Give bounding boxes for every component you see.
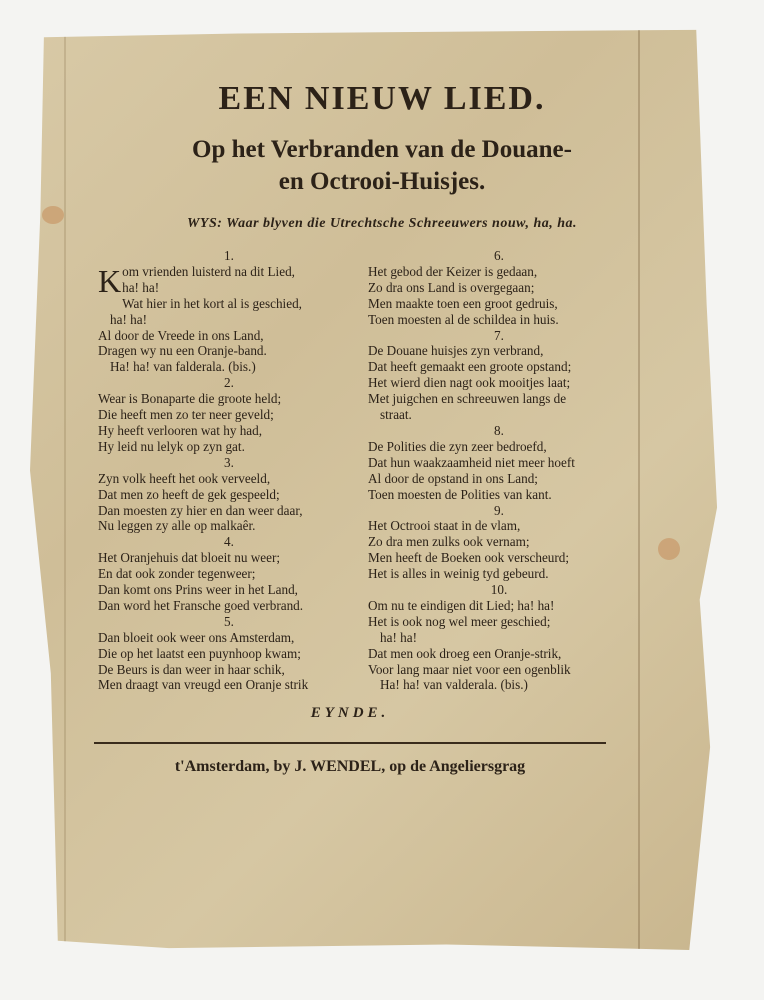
- verse-line: [98, 518, 360, 534]
- verse-line: [98, 487, 360, 503]
- verse-line: [368, 264, 630, 280]
- verse-line: [98, 646, 360, 662]
- verse-line-text: Die heeft men zo ter neer geveld;: [98, 407, 274, 423]
- verse-number: 4.: [224, 534, 234, 550]
- verse-line-text: Men draagt van vreugd een Oranje strik: [98, 677, 309, 693]
- einde-text: EYNDE.: [310, 705, 390, 721]
- verse-line: [368, 280, 630, 296]
- divider-rule: [94, 742, 606, 744]
- tune-line: WYS: Waar blyven die Utrechtsche Schreeuwers nouw, ha, ha.: [186, 216, 578, 231]
- verse-number: 6.: [494, 248, 504, 263]
- verse-line-text: Dragen wy nu een Oranje-band.: [98, 343, 267, 359]
- verse-line-text: Dat heeft gemaakt een groote opstand;: [368, 359, 572, 375]
- verse-line-text: ha! ha!: [122, 279, 160, 295]
- verse-line: [98, 582, 360, 598]
- verse-number: 10.: [490, 582, 508, 598]
- verse-line: [368, 550, 630, 566]
- verse-line-text: Zyn volk heeft het ook verveeld,: [98, 470, 271, 486]
- verse-number: 5.: [224, 613, 234, 629]
- verse-line-text: Men maakte toen een groot gedruis,: [368, 295, 558, 311]
- verse-line: [368, 534, 630, 550]
- verse-number: 8.: [494, 422, 504, 438]
- verse-line-text: om vrienden luisterd na dit Lied,: [122, 263, 295, 279]
- fold-line: [638, 28, 640, 950]
- verse-line: [98, 550, 360, 566]
- verse-line: [98, 407, 360, 423]
- verse-line: [368, 359, 630, 375]
- subtitle-line-2: en Octrooi-Huisjes.: [278, 168, 486, 195]
- verse-line-text: straat.: [380, 407, 412, 423]
- verse-line-text: ha! ha!: [380, 629, 417, 645]
- verse-line: [98, 343, 360, 359]
- verse-line-text: Ha! ha! van valderala. (bis.): [380, 677, 528, 693]
- verse-line-text: Dat men ook droeg een Oranje-strik,: [368, 645, 562, 661]
- verse-line-text: Wear is Bonaparte die groote held;: [98, 391, 282, 407]
- drop-cap: K: [98, 262, 122, 299]
- verse-line-text: Hy heeft verlooren wat hy had,: [98, 422, 263, 438]
- verse-line-text: De Douane huisjes zyn verbrand,: [368, 343, 544, 359]
- verse-line-text: ha! ha!: [110, 311, 147, 327]
- verse-line-text: Het Oranjehuis dat bloeit nu weer;: [98, 550, 281, 566]
- verse-line: [98, 598, 360, 614]
- verse-line: [368, 614, 630, 630]
- verse-line: [98, 312, 360, 328]
- verse-line-text: Het is alles in weinig tyd gebeurd.: [368, 566, 549, 582]
- verse-line: [98, 503, 360, 519]
- verse-line-text: Toen moesten de Polities van kant.: [368, 486, 552, 502]
- stain: [658, 538, 680, 560]
- verse-line-text: Die op het laatst een puynhoop kwam;: [98, 645, 301, 661]
- verse-line-text: Toen moesten al de schildea in huis.: [368, 311, 559, 327]
- document-title: EEN NIEUW LIED.: [218, 80, 546, 117]
- verse-line: [368, 391, 630, 407]
- verse-number: 1.: [224, 248, 234, 263]
- verse-line-text: Dan komt ons Prins weer in het Land,: [98, 582, 298, 598]
- verse-line-text: De Polities die zyn zeer bedroefd,: [368, 438, 547, 454]
- verse-line-text: Het wierd dien nagt ook mooitjes laat;: [368, 375, 571, 391]
- verse-line: [368, 439, 630, 455]
- verse-line: [368, 312, 630, 328]
- verse-line-text: Hy leid nu lelyk op zyn gat.: [98, 438, 245, 454]
- verse-line: [368, 343, 630, 359]
- verse-line-text: Voor lang maar niet voor een ogenblik: [368, 661, 571, 677]
- verse-number: 2.: [224, 375, 234, 391]
- verse-line: [368, 487, 630, 503]
- verse-line: [98, 471, 360, 487]
- verse-line: [368, 296, 630, 312]
- fold-line: [64, 28, 66, 950]
- verse-line-text: En dat ook zonder tegenweer;: [98, 566, 256, 582]
- verse-line-text: Dan word het Fransche goed verbrand.: [98, 597, 304, 613]
- verse-line: [98, 391, 360, 407]
- verse-line: [368, 630, 630, 646]
- verse-line: [98, 677, 360, 693]
- verse-line: [98, 280, 360, 296]
- verse-line: [98, 439, 360, 455]
- verse-line-text: Ha! ha! van falderala. (bis.): [110, 359, 256, 375]
- verse-line-text: Het Octrooi staat in de vlam,: [368, 518, 521, 534]
- verse-line: [368, 598, 630, 614]
- verse-line-text: Dan bloeit ook weer ons Amsterdam,: [98, 629, 295, 645]
- subtitle-line-1: Op het Verbranden van de Douane-: [192, 136, 572, 163]
- verse-number: 9.: [494, 502, 504, 518]
- imprint-text: t'Amsterdam, by J. WENDEL, op de Angeliersgrag: [174, 758, 526, 775]
- verse-line: [98, 566, 360, 582]
- right-column: [368, 248, 630, 693]
- verse-line: [98, 359, 360, 375]
- verse-line: [368, 471, 630, 487]
- verse-line: [98, 630, 360, 646]
- verse-line-text: Dan moesten zy hier en dan weer daar,: [98, 502, 303, 518]
- verse-line-text: Zo dra men zulks ook vernam;: [368, 534, 530, 550]
- verse-line-text: Al door de Vreede in ons Land,: [98, 327, 264, 343]
- verse-line: [368, 407, 630, 423]
- verse-line: [368, 566, 630, 582]
- verse-line-text: Dat men zo heeft de gek gespeeld;: [98, 486, 280, 502]
- verse-line-text: Dat hun waakzaamheid niet meer hoeft: [368, 454, 575, 470]
- verse-line: [368, 518, 630, 534]
- verse-line-text: Met juigchen en schreeuwen langs de: [368, 391, 567, 407]
- verse-line: [368, 375, 630, 391]
- verse-line-text: Wat hier in het kort al is geschied,: [122, 295, 302, 311]
- verse-line-text: Om nu te eindigen dit Lied; ha! ha!: [368, 597, 555, 613]
- verse-line: [98, 328, 360, 344]
- verse-line: [98, 296, 360, 312]
- verse-line: [98, 662, 360, 678]
- verse-line-text: Het gebod der Keizer is gedaan,: [368, 263, 538, 279]
- verse-line: [368, 646, 630, 662]
- verse-line: [368, 662, 630, 678]
- verse-number: 7.: [494, 327, 504, 343]
- verse-number: 3.: [224, 454, 234, 470]
- verse-line-text: Het is ook nog wel meer geschied;: [368, 613, 551, 629]
- verse-line: [98, 423, 360, 439]
- verse-line: [368, 455, 630, 471]
- verse-line-text: Men heeft de Boeken ook verscheurd;: [368, 550, 570, 566]
- verse-line-text: Al door de opstand in ons Land;: [368, 470, 538, 486]
- verse-line-text: De Beurs is dan weer in haar schik,: [98, 661, 285, 677]
- verse-line: [368, 677, 630, 693]
- verse-line-text: Zo dra ons Land is overgegaan;: [368, 279, 535, 295]
- verse-line-text: Nu leggen zy alle op malkaêr.: [98, 518, 256, 534]
- left-column: [98, 248, 360, 693]
